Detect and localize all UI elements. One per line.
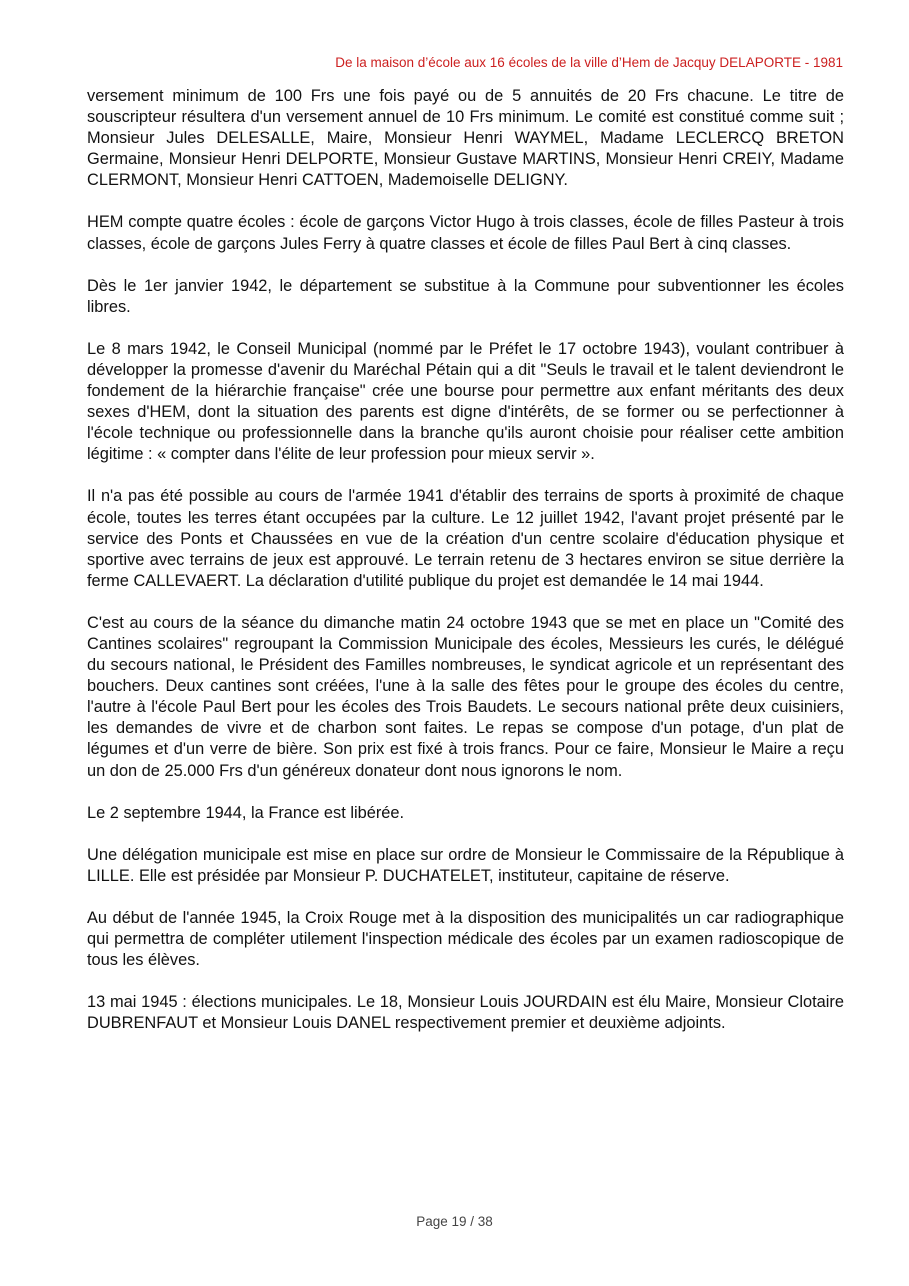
paragraph-3: Dès le 1er janvier 1942, le département se substitue à la Commune pour subventionner les écoles libres. [87,276,844,316]
document-body [87,86,844,1055]
paragraph-7: Le 2 septembre 1944, la France est libérée. [87,803,405,822]
paragraph-9: Au début de l'année 1945, la Croix Rouge met à la disposition des municipalités un car radiographique qui permettra de compléter utilement l'inspection médicale des écoles par un examen radioscopique de tous les élèves. [87,908,844,970]
page-number: Page 19 / 38 [416,1214,493,1229]
paragraph-5: Il n'a pas été possible au cours de l'armée 1941 d'établir des terrains de sports à proximité de chaque école, toutes les terres étant occupées par la culture. Le 12 juillet 1942, l'avant projet présenté par le service des Ponts et Chaussées en vue de la création d'un centre scolaire d'éducation physique et sportive avec terrains de jeux est approuvé. Le terrain retenu de 3 hectares environ se situe derrière la ferme CALLEVAERT. La déclaration d'utilité publique du projet est demandée le 14 mai 1944. [87,487,844,590]
paragraph-10: 13 mai 1945 : élections municipales. Le 18, Monsieur Louis JOURDAIN est élu Maire, Monsieur Clotaire DUBRENFAUT et Monsieur Louis DANEL respectivement premier et deuxième adjoints. [87,993,844,1033]
paragraph-2: HEM compte quatre écoles : école de garçons Victor Hugo à trois classes, école de filles Pasteur à trois classes, école de garçons Jules Ferry à quatre classes et école de filles Paul Bert à cinq classes. [87,213,844,253]
paragraph-1: versement minimum de 100 Frs une fois payé ou de 5 annuités de 20 Frs chacune. Le titre de souscripteur résultera d'un versement annuel de 10 Frs minimum. Le comité est constitué comme suit ; Monsieur Jules DELESALLE, Maire, Monsieur Henri WAYMEL, Madame LECLERCQ BRETON Germaine, Monsieur Henri DELPORTE, Monsieur Gustave MARTINS, Monsieur Henri CREIY, Madame CLERMONT, Monsieur Henri CATTOEN, Mademoiselle DELIGNY. [87,87,844,190]
paragraph-6: C'est au cours de la séance du dimanche matin 24 octobre 1943 que se met en place un "Comité des Cantines scolaires" regroupant la Commission Municipale des écoles, Messieurs les curés, le délégué du secours national, le Président des Familles nombreuses, le syndicat agricole et un représentant des bouchers. Deux cantines sont créées, l'une à la salle des fêtes pour le groupe des écoles du centre, l'autre à l'école Paul Bert pour les écoles des Trois Baudets. Le secours national prête deux cuisiniers, les demandes de vivre et de charbon sont faites. Le repas se compose d'un potage, d'un plat de légumes et d'un verre de bière. Son prix est fixé à trois francs. Pour ce faire, Monsieur le Maire a reçu un don de 25.000 Frs d'un généreux donateur dont nous ignorons le nom. [87,613,844,780]
paragraph-4: Le 8 mars 1942, le Conseil Municipal (nommé par le Préfet le 17 octobre 1943), voulant contribuer à développer la promesse d'avenir du Maréchal Pétain qui a dit "Seuls le travail et le talent deviendront le fondement de la hiérarchie française" crée une bourse pour permettre aux enfant méritants des deux sexes d'HEM, dont la situation des parents est digne d'intérêts, de se former ou se perfectionner à l'école technique ou professionnelle dans la branche qu'ils auront choisie pour réaliser cette ambition légitime : « compter dans l'élite de leur profession pour mieux servir ». [87,339,844,464]
paragraph-8: Une délégation municipale est mise en place sur ordre de Monsieur le Commissaire de la République à LILLE. Elle est présidée par Monsieur P. DUCHATELET, instituteur, capitaine de réserve. [87,845,844,885]
running-header: De la maison d’école aux 16 écoles de la ville d’Hem de Jacquy DELAPORTE - 1981 [335,55,843,70]
